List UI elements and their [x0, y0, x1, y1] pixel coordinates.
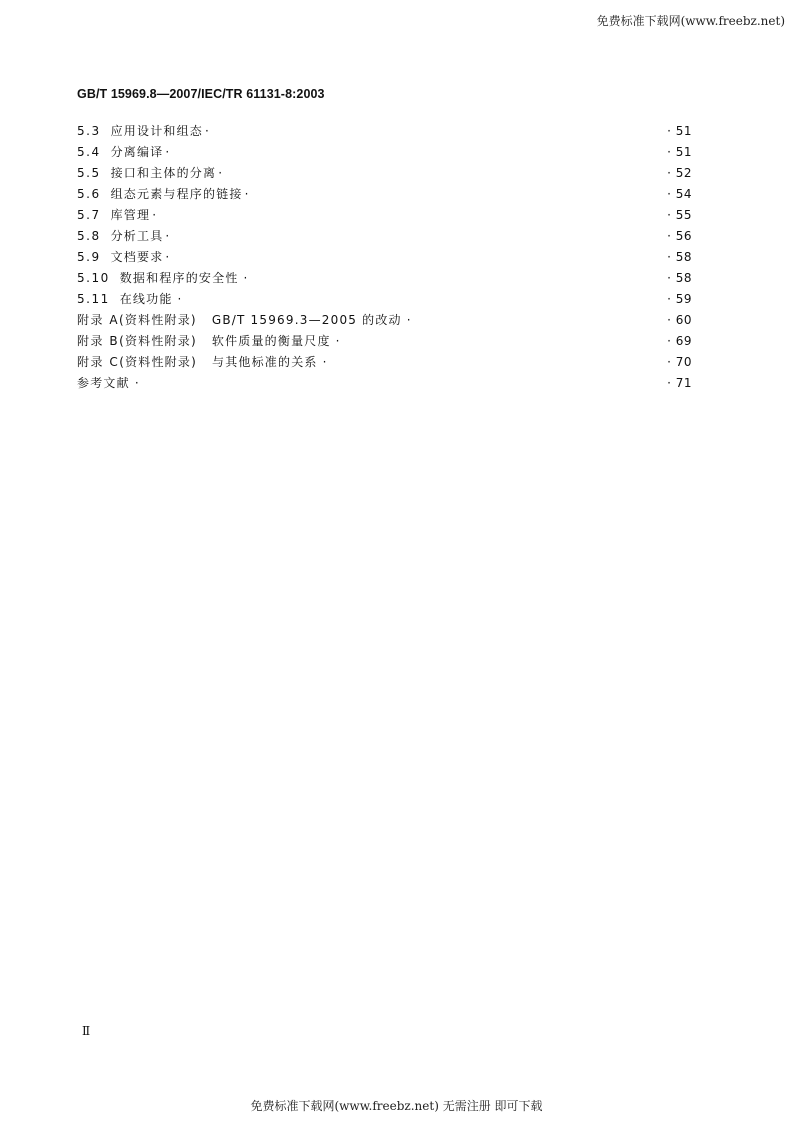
toc-entry-page: · 60 — [667, 313, 692, 327]
toc-entry-title: 组态元素与程序的链接 — [110, 187, 243, 201]
document-id-header: GB/T 15969.8—2007/IEC/TR 61131-8:2003 — [77, 87, 325, 101]
table-of-contents — [77, 121, 692, 394]
toc-entry-number: 5.5 — [77, 166, 101, 180]
toc-entry-5-6[interactable]: 5.6 组态元素与程序的链接 · · 54 — [77, 184, 692, 205]
toc-entry-number: 5.10 — [77, 271, 110, 285]
toc-entry-number: 附录 A — [77, 313, 120, 327]
toc-entry-5-8[interactable]: 5.8 分析工具 · · 56 — [77, 226, 692, 247]
toc-entry-5-10[interactable] — [77, 268, 692, 289]
toc-entry-page: · 55 — [667, 208, 692, 222]
toc-entry-bibliography[interactable] — [77, 373, 692, 394]
toc-entry-title: (资料性附录) GB/T 15969.3—2005 的改动 · — [119, 313, 412, 327]
toc-entry-page: · 70 — [667, 355, 692, 369]
toc-entry-page: · 58 — [667, 271, 692, 285]
toc-entry-page: · 59 — [667, 292, 692, 306]
toc-entry-page: · 52 — [667, 166, 692, 180]
toc-entry-title: 分析工具 — [110, 229, 164, 243]
toc-entry-page: · 51 — [667, 145, 692, 159]
toc-entry-annex-c[interactable] — [77, 352, 692, 373]
toc-entry-number: 5.6 — [77, 187, 101, 201]
toc-entry-5-7[interactable]: 5.7 库管理 · · 55 — [77, 205, 692, 226]
toc-entry-page: · 51 — [667, 124, 692, 138]
toc-entry-number: 5.11 — [77, 292, 110, 306]
toc-entry-number: 5.4 — [77, 145, 101, 159]
toc-entry-title: 数据和程序的安全性 · — [119, 271, 249, 285]
toc-entry-5-5[interactable]: 5.5 接口和主体的分离 · · 52 — [77, 163, 692, 184]
toc-entry-annex-a[interactable] — [77, 310, 692, 331]
toc-entry-5-4[interactable]: 5.4 分离编译 · · 51 — [77, 142, 692, 163]
toc-entry-annex-b[interactable] — [77, 331, 692, 352]
toc-entry-title: 分离编译 — [110, 145, 164, 159]
toc-entry-title: 文档要求 — [110, 250, 164, 264]
toc-entry-title: (资料性附录) 软件质量的衡量尺度 · — [119, 334, 341, 348]
toc-entry-page: · 58 — [667, 250, 692, 264]
toc-entry-number: 5.3 — [77, 124, 101, 138]
toc-entry-page: · 54 — [667, 187, 692, 201]
toc-entry-title: 参考文献 · — [77, 376, 140, 390]
page-number: Ⅱ — [82, 1024, 91, 1038]
toc-entry-5-11[interactable] — [77, 289, 692, 310]
toc-entry-number: 5.9 — [77, 250, 101, 264]
watermark-bottom: 免费标准下载网(www.freebz.net) 无需注册 即可下载 — [250, 1099, 543, 1113]
toc-entry-title: (资料性附录) 与其他标准的关系 · — [119, 355, 328, 369]
toc-entry-page: · 56 — [667, 229, 692, 243]
toc-entry-5-9[interactable]: 5.9 文档要求 · · 58 — [77, 247, 692, 268]
toc-entry-number: 5.8 — [77, 229, 101, 243]
watermark-top: 免费标准下载网(www.freebz.net) — [596, 14, 785, 28]
toc-entry-title: 库管理 — [110, 208, 151, 222]
toc-entry-number: 附录 B — [77, 334, 120, 348]
toc-entry-title: 在线功能 · — [119, 292, 183, 306]
toc-entry-page: · 71 — [667, 376, 692, 390]
toc-entry-5-3[interactable]: 5.3 应用设计和组态 · · 51 — [77, 121, 692, 142]
toc-entry-number: 附录 C — [77, 355, 120, 369]
toc-entry-title: 应用设计和组态 — [110, 124, 203, 138]
toc-entry-title: 接口和主体的分离 — [110, 166, 217, 180]
toc-entry-number: 5.7 — [77, 208, 101, 222]
toc-entry-page: · 69 — [667, 334, 692, 348]
